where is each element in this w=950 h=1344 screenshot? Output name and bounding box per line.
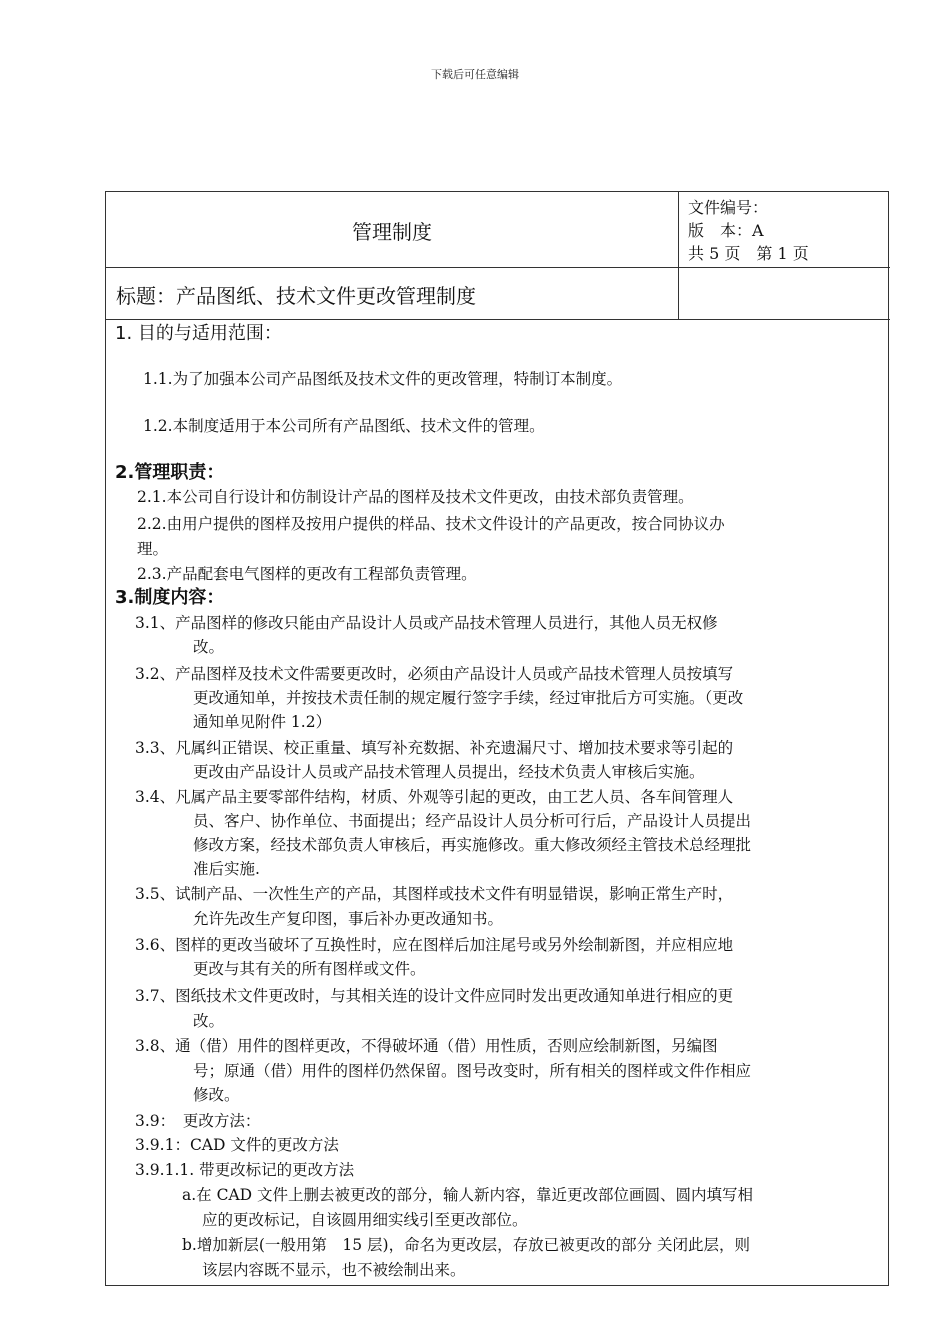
clause-3-8-cont: 号；原通（借）用件的图样仍然保留。图号改变时，所有相关的图样或文件作相应 [193, 1062, 752, 1080]
clause-3-9: 3.9： 更改方法： [135, 1112, 261, 1130]
clause-3-9-1-1: 3.9.1.1. 带更改标记的更改方法 [135, 1161, 355, 1179]
clause-3-4-cont: 准后实施. [193, 860, 260, 878]
clause-3-3: 3.3、凡属纠正错误、校正重量、填写补充数据、补充遗漏尺寸、增加技术要求等引起的 [135, 739, 734, 757]
section-3-heading: 3.制度内容： [115, 587, 225, 608]
file-number-label: 文件编号： [688, 198, 769, 217]
clause-3-2-cont: 通知单见附件 1.2） [193, 713, 332, 731]
clause-3-4: 3.4、凡属产品主要零部件结构，材质、外观等引起的更改，由工艺人员、各车间管理人 [135, 788, 734, 806]
clause-3-7: 3.7、图纸技术文件更改时，与其相关连的设计文件应同时发出更改通知单进行相应的更 [135, 987, 734, 1005]
paragraph-2-2: 2.2.由用户提供的图样及按用户提供的样品、技术文件设计的产品更改，按合同协议办 [137, 515, 725, 533]
clause-3-4-cont: 员、客户、协作单位、书面提出；经产品设计人员分析可行后，产品设计人员提出 [193, 812, 752, 830]
clause-3-1: 3.1、产品图样的修改只能由产品设计人员或产品技术管理人员进行，其他人员无权修 [135, 614, 718, 632]
list-item-a: a.在 CAD 文件上删去被更改的部分，输人新内容，靠近更改部位画圆、圆内填写相 [182, 1186, 754, 1204]
paragraph-2-3: 2.3.产品配套电气图样的更改有工程部负责管理。 [137, 565, 477, 583]
clause-3-5-cont: 允许先改生产复印图，事后补办更改通知书。 [193, 910, 504, 928]
paragraph-1-2: 1.2.本制度适用于本公司所有产品图纸、技术文件的管理。 [143, 417, 545, 435]
clause-3-4-cont: 修改方案，经技术部负责人审核后，再实施修改。重大修改须经主管技术总经理批 [193, 836, 752, 854]
top-note: 下载后可任意编辑 [431, 68, 519, 81]
document-frame [105, 191, 889, 1286]
clause-3-8-cont: 修改。 [193, 1086, 240, 1104]
list-item-b-cont: 该层内容既不显示，也不被绘制出来。 [202, 1261, 466, 1279]
paragraph-2-1: 2.1.本公司自行设计和仿制设计产品的图样及技术文件更改，由技术部负责管理。 [137, 488, 694, 506]
clause-3-6: 3.6、图样的更改当破坏了互换性时，应在图样后加注尾号或另外绘制新图，并应相应地 [135, 936, 734, 954]
clause-3-9-1: 3.9.1：CAD 文件的更改方法 [135, 1136, 339, 1154]
paragraph-1-1: 1.1.为了加强本公司产品图纸及技术文件的更改管理，特制订本制度。 [143, 370, 623, 388]
clause-3-3-cont: 更改由产品设计人员或产品技术管理人员提出，经技术负责人审核后实施。 [193, 763, 705, 781]
doc-type-heading: 管理制度 [352, 219, 432, 244]
doc-title: 标题：产品图纸、技术文件更改管理制度 [116, 283, 476, 308]
version-label: 版 本：A [688, 221, 764, 240]
doc-meta [688, 196, 809, 265]
clause-3-2: 3.2、产品图样及技术文件需要更改时，必须由产品设计人员或产品技术管理人员按填写 [135, 665, 734, 683]
section-1-heading: 1. 目的与适用范围： [115, 323, 282, 344]
paragraph-2-2-cont: 理。 [137, 540, 169, 558]
page-count: 共 5 页 第 1 页 [688, 244, 809, 263]
section-2-heading: 2.管理职责： [115, 462, 225, 483]
list-item-b: b.增加新层(一般用第 15 层)，命名为更改层，存放已被更改的部分 关闭此层，则 [182, 1236, 751, 1254]
clause-3-8: 3.8、通（借）用件的图样更改，不得破坏通（借）用性质，否则应绘制新图，另编图 [135, 1037, 718, 1055]
clause-3-6-cont: 更改与其有关的所有图样或文件。 [193, 960, 426, 978]
list-item-a-cont: 应的更改标记，自该圆用细实线引至更改部位。 [202, 1211, 528, 1229]
clause-3-7-cont: 改。 [193, 1012, 225, 1030]
clause-3-2-cont: 更改通知单，并按技术责任制的规定履行签字手续，经过审批后方可实施。（更改 [193, 689, 744, 707]
clause-3-5: 3.5、试制产品、一次性生产的产品，其图样或技术文件有明显错误，影响正常生产时， [135, 885, 734, 903]
header-divider [678, 192, 679, 320]
clause-3-1-cont: 改。 [193, 638, 225, 656]
